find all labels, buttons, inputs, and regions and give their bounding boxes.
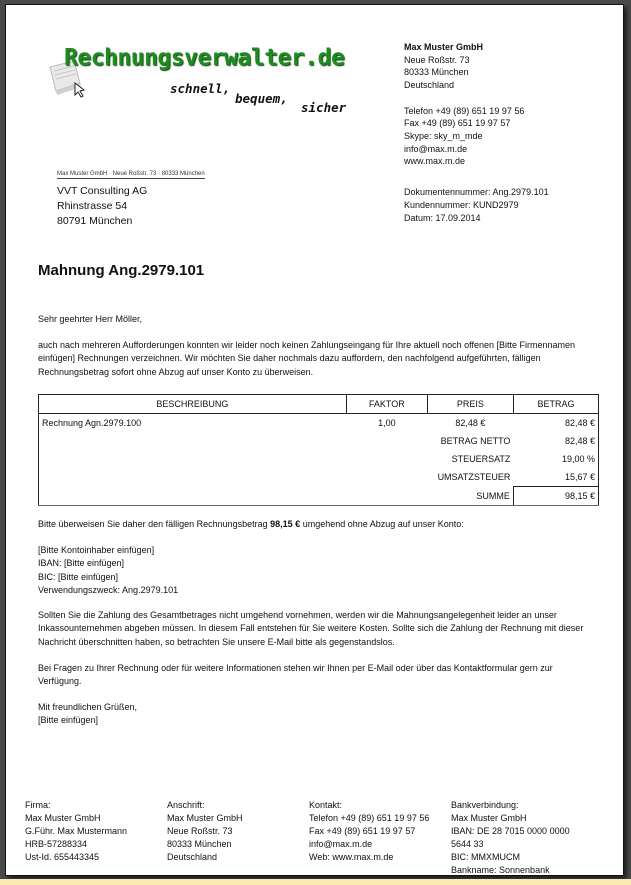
table-header-row (39, 395, 599, 414)
footer-line: Max Muster GmbH (167, 813, 243, 823)
account-holder: [Bitte Kontoinhaber einfügen] (38, 545, 155, 555)
column-header-description: BESCHREIBUNG (39, 395, 347, 414)
payment-request (38, 518, 598, 531)
recipient-city: 80791 München (57, 215, 133, 227)
footer-line: Ust-Id. 655443345 (25, 852, 100, 862)
item-description: Rechnung Agn.2979.100 (39, 414, 347, 433)
sender-company: Max Muster GmbH (404, 42, 484, 52)
total-row-sum (39, 487, 599, 506)
footer-line: 80333 München (167, 839, 232, 849)
sender-skype: Skype: sky_m_mde (404, 130, 483, 141)
sender-country: Deutschland (404, 80, 455, 91)
footer-heading: Anschrift: (167, 800, 205, 810)
footer-line: Deutschland (167, 852, 218, 862)
footer-heading: Kontakt: (309, 800, 343, 810)
footer-line: Max Muster GmbH (451, 813, 527, 823)
sender-street: Neue Roßstr. 73 (404, 54, 470, 65)
footer-line: 5644 33 (451, 839, 484, 849)
sender-email: info@max.m.de (404, 143, 468, 154)
slogan-word: sicher (301, 100, 347, 115)
logo-title: Rechnungsverwalter.de (64, 45, 345, 71)
logo (44, 43, 354, 123)
sender-address-block (404, 41, 524, 168)
intro-paragraph: auch nach mehreren Aufforderungen konnten wir leider noch keinen Zahlungseingang für Ihre aktuell noch offenen [Bitte Firmennamen einfügen] Rechnungen verzeichnen. Wir möchten Sie daher nochmals dazu auffordern, den nachfolgend aufgeführten, fälligen Rechnungsbetrag sofort ohne Abzug auf unser Konto zu überweisen. (38, 340, 576, 377)
column-header-price: PREIS (427, 395, 513, 414)
footer-line: G.Führ. Max Mustermann (25, 826, 128, 836)
recipient-address (57, 184, 147, 229)
document-info (404, 186, 549, 225)
slogan-word: bequem, (235, 91, 288, 106)
footer-line: BIC: MMXMUCM (451, 852, 520, 862)
slogan-word: schnell, (170, 81, 231, 96)
sender-fax: Fax +49 (89) 651 19 97 57 (404, 118, 511, 129)
item-factor: 1,00 (378, 418, 396, 428)
payment-iban: IBAN: [Bitte einfügen] (38, 558, 125, 569)
total-label: BETRAG NETTO (440, 436, 511, 446)
total-value: 82,48 € (513, 432, 598, 450)
footer-line: info@max.m.de (309, 839, 373, 849)
footer-bank (451, 799, 570, 877)
footer-company (25, 799, 127, 864)
column-header-amount: BETRAG (513, 395, 598, 414)
footer-line: IBAN: DE 28 7015 0000 0000 (451, 826, 570, 836)
warning-paragraph: Sollten Sie die Zahlung des Gesamtbetrages nicht umgehend vornehmen, werden wir die Mahnungsangelegenheit leider an unser Inkassounternehmen abgeben müssen. In diesem Fall entstehen für Sie weitere Kosten. Sollte sich die Zahlung der Rechnung mit dieser Nachricht überschnitten haben, so betrachten Sie unsere E-Mail bitte als gegenstandslos. (38, 610, 584, 647)
signature: [Bitte einfügen] (38, 715, 99, 726)
bank-details (38, 544, 598, 597)
payment-amount: 98,15 € (270, 519, 301, 529)
sum-label: SUMME (427, 487, 513, 506)
column-header-factor: FAKTOR (346, 395, 427, 414)
sender-phone: Telefon +49 (89) 651 19 97 56 (404, 105, 525, 116)
recipient-street: Rhinstrasse 54 (57, 200, 128, 212)
payment-text-after: umgehend ohne Abzug auf unser Konto: (300, 519, 464, 529)
footer-heading: Firma: (25, 800, 51, 810)
document-number: Dokumentennummer: Ang.2979.101 (404, 187, 549, 197)
sender-web: www.max.m.de (404, 156, 466, 167)
document-page (5, 4, 624, 876)
sum-value: 98,15 € (513, 487, 598, 506)
table-row (39, 414, 599, 433)
footer-line: Max Muster GmbH (25, 813, 101, 823)
invoice-table (38, 394, 599, 506)
footer-line: Telefon +49 (89) 651 19 97 56 (309, 813, 430, 823)
item-amount: 82,48 € (513, 414, 598, 433)
total-label: UMSATZSTEUER (437, 472, 511, 483)
footer-line: Web: www.max.m.de (309, 852, 394, 862)
payment-text-before: Bitte überweisen Sie daher den fälligen Rechnungsbetrag (38, 519, 271, 529)
viewer-status-strip (0, 879, 631, 885)
payment-reference: Verwendungszweck: Ang.2979.101 (38, 584, 179, 595)
footer-line: Fax +49 (89) 651 19 97 57 (309, 826, 416, 836)
footer-line: Neue Roßstr. 73 (167, 826, 233, 836)
footer-line: Bankname: Sonnenbank (451, 865, 550, 875)
document-date: Datum: 17.09.2014 (404, 213, 481, 223)
recipient-name: VVT Consulting AG (57, 185, 148, 197)
customer-number: Kundennummer: KUND2979 (404, 200, 519, 210)
sender-city: 80333 München (404, 67, 469, 78)
document-title: Mahnung Ang.2979.101 (38, 262, 205, 279)
footer-line: HRB-57288334 (25, 839, 88, 849)
return-address-line: Max Muster GmbH · Neue Roßstr. 73 · 80333 München (57, 171, 205, 177)
total-label: STEUERSATZ (451, 454, 511, 464)
footer-contact (309, 799, 429, 864)
total-row-net (39, 432, 599, 450)
total-value: 19,00 % (513, 450, 598, 468)
total-row-vat (39, 468, 599, 487)
questions-paragraph: Bei Fragen zu Ihrer Rechnung oder für weitere Informationen stehen wir Ihnen per E-Mail oder über das Kontaktformular gern zur Verfügung. (38, 663, 553, 687)
total-value: 15,67 € (513, 468, 598, 487)
closing: Mit freundlichen Grüßen, (38, 702, 138, 712)
item-price: 82,48 € (455, 418, 486, 428)
total-row-tax-rate (39, 450, 599, 468)
salutation: Sehr geehrter Herr Möller, (38, 314, 143, 324)
footer-heading: Bankverbindung: (451, 800, 519, 810)
footer-address (167, 799, 243, 864)
closing-block (38, 701, 598, 728)
payment-bic: BIC: [Bitte einfügen] (38, 571, 119, 582)
